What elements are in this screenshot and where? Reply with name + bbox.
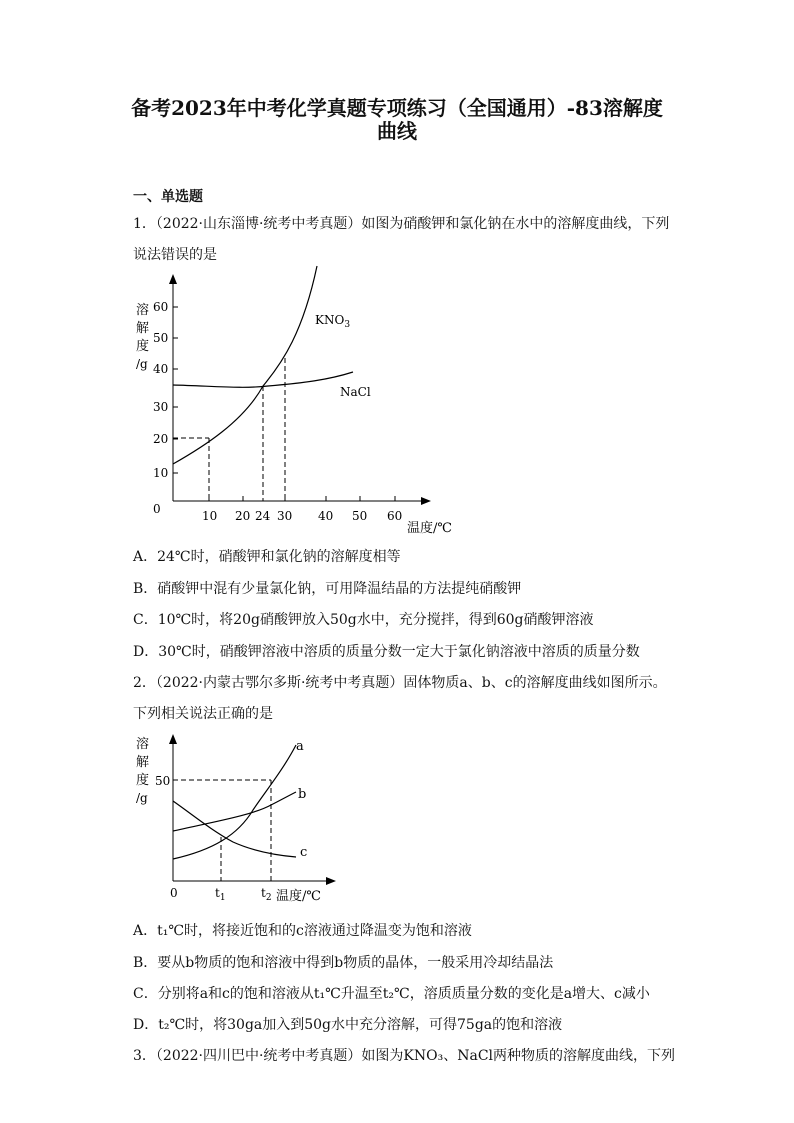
- q2-ylabel-2: 解: [136, 755, 150, 770]
- section-heading: 一、单选题: [133, 189, 203, 205]
- q2-curve-b: [173, 792, 296, 831]
- q2-stem-line2: 下列相关说法正确的是: [133, 706, 273, 722]
- q2-ylabel-3: 度: [136, 773, 150, 788]
- q1-xtick-10: 10: [202, 509, 218, 523]
- q1-ytick-50: 50: [153, 331, 169, 345]
- q2-ylabel-4: /g: [136, 791, 148, 805]
- q2-label-a: a: [296, 739, 304, 754]
- q2-solubility-chart: [133, 730, 343, 910]
- q2-ytick-50: 50: [155, 774, 171, 788]
- q1-xlabel: 温度/℃: [407, 521, 452, 536]
- q1-ytick-60: 60: [153, 300, 169, 314]
- q1-kno3-label: $KNO_3$: [315, 313, 351, 330]
- q3-stem-line1: 3．（2022·四川巴中·统考中考真题）如图为KNO₃、NaCl两种物质的溶解度曲线，下列: [133, 1048, 676, 1064]
- q2-label-c: c: [300, 845, 308, 860]
- q1-ylabel-2: 解: [136, 321, 150, 336]
- q1-ytick-40: 40: [153, 362, 169, 376]
- q2-xlabel: 温度/℃: [276, 889, 321, 904]
- q1-nacl-curve: [173, 372, 353, 387]
- q1-xtick-30: 30: [277, 509, 293, 523]
- q1-ytick-20: 20: [153, 432, 169, 446]
- q2-label-b: b: [298, 787, 307, 802]
- q1-xtick-50: 50: [352, 509, 368, 523]
- q2-y-arrow: [169, 734, 177, 744]
- q1-ytick-0: 0: [153, 502, 161, 516]
- q1-ylabel-4: /g: [136, 357, 148, 371]
- q2-x-arrow: [326, 877, 336, 885]
- q1-kno3-curve: [173, 266, 317, 464]
- q2-origin: 0: [170, 886, 178, 900]
- q1-stem-line1: 1．（2022·山东淄博·统考中考真题）如图为硝酸钾和氯化钠在水中的溶解度曲线，下列: [133, 216, 670, 232]
- q2-option-a: A．t₁℃时，将接近饱和的c溶液通过降温变为饱和溶液: [133, 923, 472, 939]
- q1-option-a: A．24℃时，硝酸钾和氯化钠的溶解度相等: [133, 549, 401, 565]
- q2-curve-c: [173, 801, 296, 857]
- q1-xtick-40: 40: [318, 509, 334, 523]
- q1-nacl-label: NaCl: [340, 385, 371, 399]
- q2-stem-line1: 2．（2022·内蒙古鄂尔多斯·统考中考真题）固体物质a、b、c的溶解度曲线如图所示。: [133, 675, 667, 691]
- q1-solubility-chart: [133, 262, 463, 537]
- q1-xtick-60: 60: [387, 509, 403, 523]
- q1-option-c: C．10℃时，将20g硝酸钾放入50g水中，充分搅拌，得到60g硝酸钾溶液: [133, 612, 594, 628]
- q2-option-d: D．t₂℃时，将30ga加入到50g水中充分溶解，可得75ga的饱和溶液: [133, 1017, 563, 1033]
- q2-t1: $t_1$: [215, 886, 226, 903]
- q1-y-arrow: [169, 274, 177, 284]
- q1-ylabel-3: 度: [136, 339, 150, 354]
- q1-stem-line2: 说法错误的是: [133, 247, 217, 263]
- q1-x-arrow: [421, 497, 431, 505]
- q2-option-c: C．分别将a和c的饱和溶液从t₁℃升温至t₂℃，溶质质量分数的变化是a增大、c减小: [133, 986, 650, 1002]
- q1-ytick-10: 10: [153, 466, 169, 480]
- q2-t2: $t_2$: [261, 886, 272, 903]
- doc-title-line2: 曲线: [377, 119, 417, 143]
- q2-ylabel-1: 溶: [136, 737, 150, 752]
- doc-title-line1: 备考2023年中考化学真题专项练习（全国通用）-83溶解度: [131, 96, 663, 120]
- q1-option-d: D．30℃时，硝酸钾溶液中溶质的质量分数一定大于氯化钠溶液中溶质的质量分数: [133, 644, 640, 660]
- q1-xtick-20: 20: [235, 509, 251, 523]
- q1-ytick-30: 30: [153, 400, 169, 414]
- q2-option-b: B．要从b物质的饱和溶液中得到b物质的晶体，一般采用冷却结晶法: [133, 955, 554, 971]
- q1-option-b: B．硝酸钾中混有少量氯化钠，可用降温结晶的方法提纯硝酸钾: [133, 581, 522, 597]
- q1-xtick-24: 24: [255, 509, 271, 523]
- q1-ylabel-1: 溶: [136, 303, 150, 318]
